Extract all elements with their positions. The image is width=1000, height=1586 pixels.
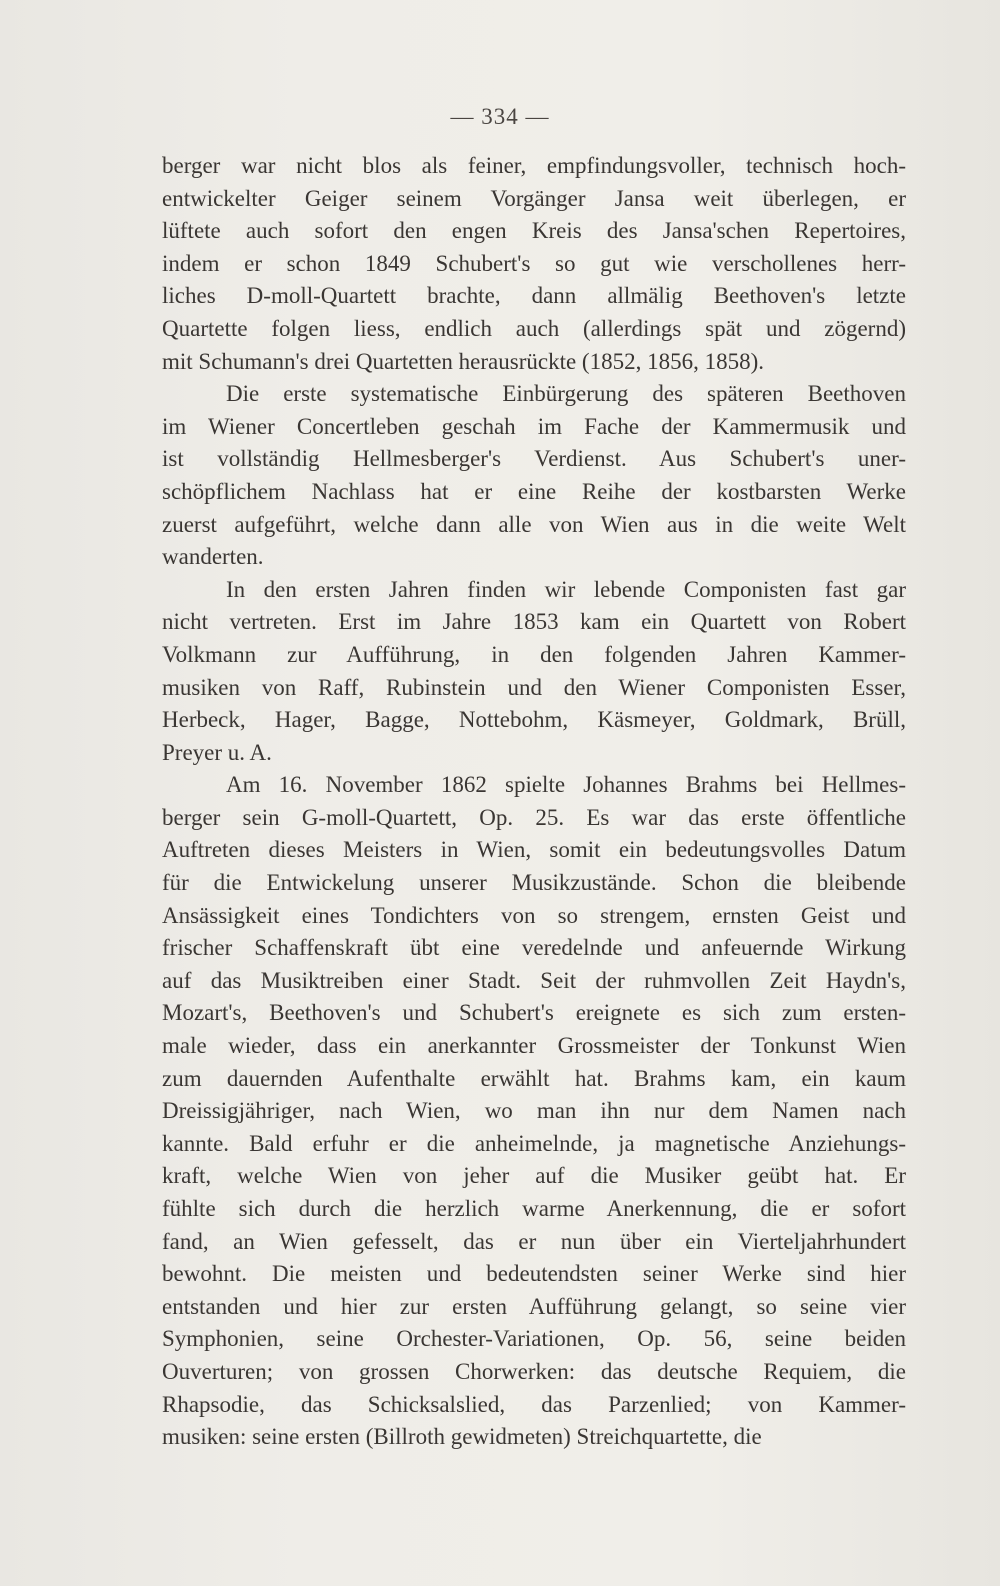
text-line: lüftete auch sofort den engen Kreis des Jansa'schen Repertoires,	[162, 218, 906, 244]
text-line: mit Schumann's drei Quartetten herausrückte (1852, 1856, 1858).	[162, 348, 764, 374]
page-number: — 334 —	[450, 104, 550, 129]
text-line: schöpflichem Nachlass hat er eine Reihe der kostbarsten Werke	[162, 478, 906, 504]
text-line: Mozart's, Beethoven's und Schubert's ereignete es sich zum ersten-	[162, 1000, 906, 1026]
paragraph	[162, 574, 906, 770]
text-line: entwickelter Geiger seinem Vorgänger Jansa weit überlegen, er	[162, 185, 906, 211]
text-line: liches D-moll-Quartett brachte, dann allmälig Beethoven's letzte	[162, 283, 906, 309]
text-line: Quartette folgen liess, endlich auch (allerdings spät und zögernd)	[162, 315, 906, 341]
text-line: fühlte sich durch die herzlich warme Anerkennung, die er sofort	[162, 1196, 906, 1221]
text-line: Volkmann zur Aufführung, in den folgenden Jahren Kammer-	[162, 641, 906, 667]
text-line: berger war nicht blos als feiner, empfindungsvoller, technisch hoch-	[162, 153, 906, 178]
text-line: male wieder, dass ein anerkannter Grossmeister der Tonkunst Wien	[162, 1033, 906, 1059]
text-line: im Wiener Concertleben geschah im Fache der Kammermusik und	[162, 413, 906, 439]
text-line: frischer Schaffenskraft übt eine veredelnde und anfeuernde Wirkung	[162, 935, 906, 961]
text-line: Ansässigkeit eines Tondichters von so strengem, ernsten Geist und	[162, 902, 906, 928]
text-line: fand, an Wien gefesselt, das er nun über ein Vierteljahrhundert	[162, 1228, 906, 1254]
text-line: indem er schon 1849 Schubert's so gut wie verschollenes herr-	[162, 250, 906, 276]
paragraph	[162, 769, 906, 1453]
text-line: Symphonien, seine Orchester-Variationen, Op. 56, seine beiden	[162, 1326, 906, 1352]
text-line: wanderten.	[162, 544, 264, 570]
body-text	[162, 150, 906, 1454]
text-line: Ouverturen; von grossen Chorwerken: das deutsche Requiem, die	[162, 1358, 906, 1384]
text-line: berger sein G-moll-Quartett, Op. 25. Es war das erste öffentliche	[162, 804, 906, 830]
text-line: musiken: seine ersten (Billroth gewidmeten) Streichquartette, die	[162, 1424, 762, 1450]
paragraph	[162, 378, 906, 574]
text-line: Dreissigjähriger, nach Wien, wo man ihn nur dem Namen nach	[162, 1098, 906, 1124]
text-line: ist vollständig Hellmesberger's Verdienst. Aus Schubert's uner-	[162, 446, 906, 472]
text-line: Auftreten dieses Meisters in Wien, somit ein bedeutungsvolles Datum	[162, 837, 906, 863]
text-line: Herbeck, Hager, Bagge, Nottebohm, Käsmeyer, Goldmark, Brüll,	[162, 707, 906, 733]
text-line: bewohnt. Die meisten und bedeutendsten seiner Werke sind hier	[162, 1261, 906, 1287]
text-line: entstanden und hier zur ersten Aufführung gelangt, so seine vier	[162, 1293, 906, 1319]
text-line: Preyer u. A.	[162, 739, 272, 765]
text-line: In den ersten Jahren finden wir lebende Componisten fast gar	[226, 576, 906, 602]
text-line: kannte. Bald erfuhr er die anheimelnde, ja magnetische Anziehungs-	[162, 1130, 906, 1156]
text-line: Am 16. November 1862 spielte Johannes Brahms bei Hellmes-	[226, 772, 906, 798]
paragraph	[162, 150, 906, 378]
text-line: musiken von Raff, Rubinstein und den Wiener Componisten Esser,	[162, 674, 906, 700]
text-line: zum dauernden Aufenthalte erwählt hat. Brahms kam, ein kaum	[162, 1065, 906, 1091]
text-line: nicht vertreten. Erst im Jahre 1853 kam ein Quartett von Robert	[162, 609, 906, 635]
text-line: Rhapsodie, das Schicksalslied, das Parzenlied; von Kammer-	[162, 1391, 906, 1417]
text-line: zuerst aufgeführt, welche dann alle von Wien aus in die weite Welt	[162, 511, 906, 537]
text-line: kraft, welche Wien von jeher auf die Musiker geübt hat. Er	[162, 1163, 906, 1189]
text-line: auf das Musiktreiben einer Stadt. Seit der ruhmvollen Zeit Haydn's,	[162, 967, 906, 993]
text-line: Die erste systematische Einbürgerung des späteren Beethoven	[226, 381, 906, 407]
text-line: für die Entwickelung unserer Musikzustände. Schon die bleibende	[162, 870, 906, 896]
